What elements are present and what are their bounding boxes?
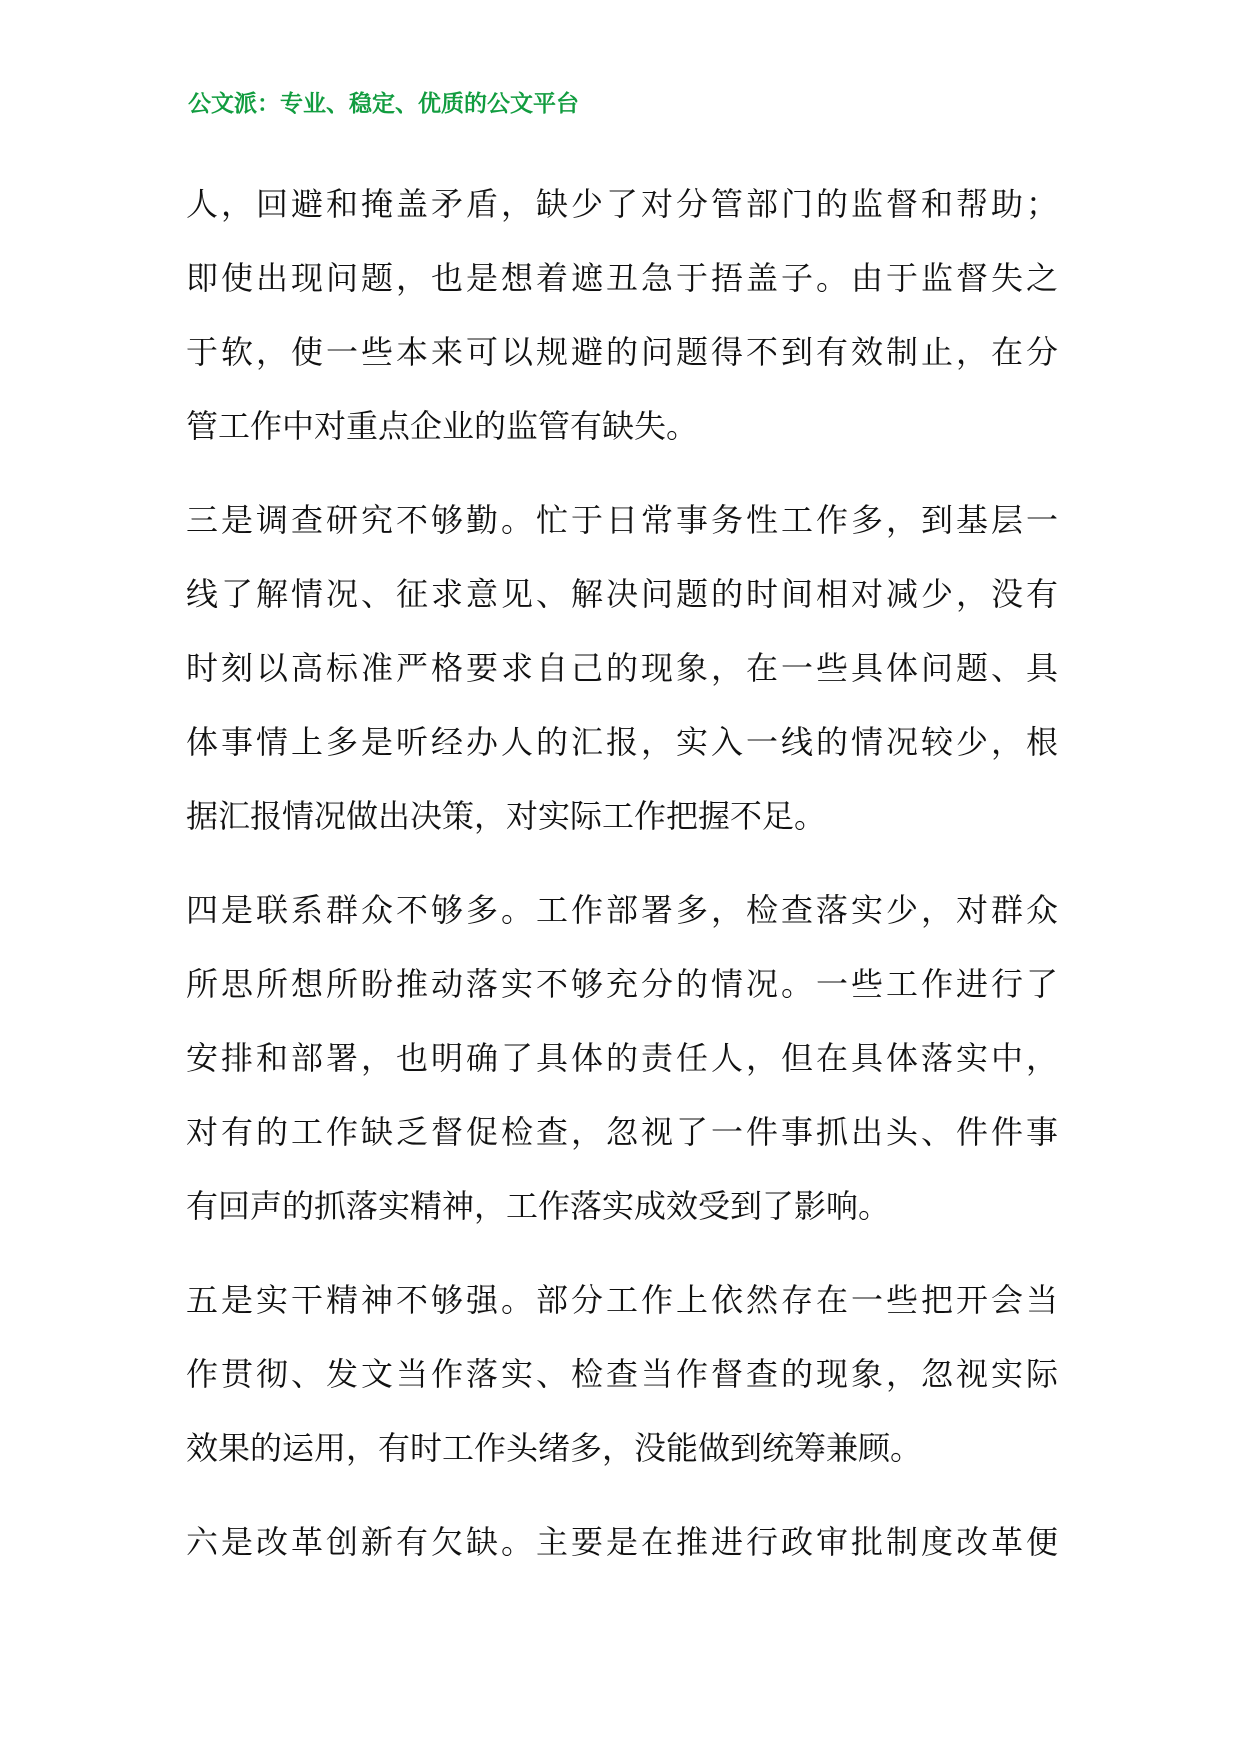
text-line: 效果的运用，有时工作头绪多，没能做到统筹兼顾。	[186, 1429, 923, 1467]
paragraph	[186, 1263, 1058, 1485]
paragraph	[186, 483, 1058, 853]
text-line: 体事情上多是听经办人的汇报，实入一线的情况较少，根	[186, 723, 1058, 761]
paragraph	[186, 167, 1058, 463]
text-line: 安排和部署，也明确了具体的责任人，但在具体落实中，	[186, 1039, 1058, 1077]
text-line: 所思所想所盼推动落实不够充分的情况。一些工作进行了	[186, 965, 1058, 1003]
document-body	[186, 167, 1058, 1599]
text-line: 即使出现问题，也是想着遮丑急于捂盖子。由于监督失之	[186, 259, 1058, 297]
text-line: 于软，使一些本来可以规避的问题得不到有效制止，在分	[186, 333, 1058, 371]
text-line: 作贯彻、发文当作落实、检查当作督查的现象，忽视实际	[186, 1355, 1058, 1393]
text-line: 人，回避和掩盖矛盾，缺少了对分管部门的监督和帮助；	[186, 185, 1058, 223]
text-line: 有回声的抓落实精神，工作落实成效受到了影响。	[186, 1187, 891, 1225]
text-line: 五是实干精神不够强。部分工作上依然存在一些把开会当	[186, 1281, 1058, 1319]
paragraph	[186, 873, 1058, 1243]
paragraph	[186, 1505, 1058, 1579]
text-line: 据汇报情况做出决策，对实际工作把握不足。	[186, 797, 827, 835]
text-line: 时刻以高标准严格要求自己的现象，在一些具体问题、具	[186, 649, 1058, 687]
text-line: 三是调查研究不够勤。忙于日常事务性工作多，到基层一	[186, 501, 1058, 539]
text-line: 管工作中对重点企业的监管有缺失。	[186, 407, 699, 445]
text-line: 对有的工作缺乏督促检查，忽视了一件事抓出头、件件事	[186, 1113, 1058, 1151]
text-line: 四是联系群众不够多。工作部署多，检查落实少，对群众	[186, 891, 1058, 929]
page-header: 公文派：专业、稳定、优质的公文平台	[188, 91, 579, 117]
text-line: 六是改革创新有欠缺。主要是在推进行政审批制度改革便	[186, 1523, 1058, 1561]
text-line: 线了解情况、征求意见、解决问题的时间相对减少，没有	[186, 575, 1058, 613]
